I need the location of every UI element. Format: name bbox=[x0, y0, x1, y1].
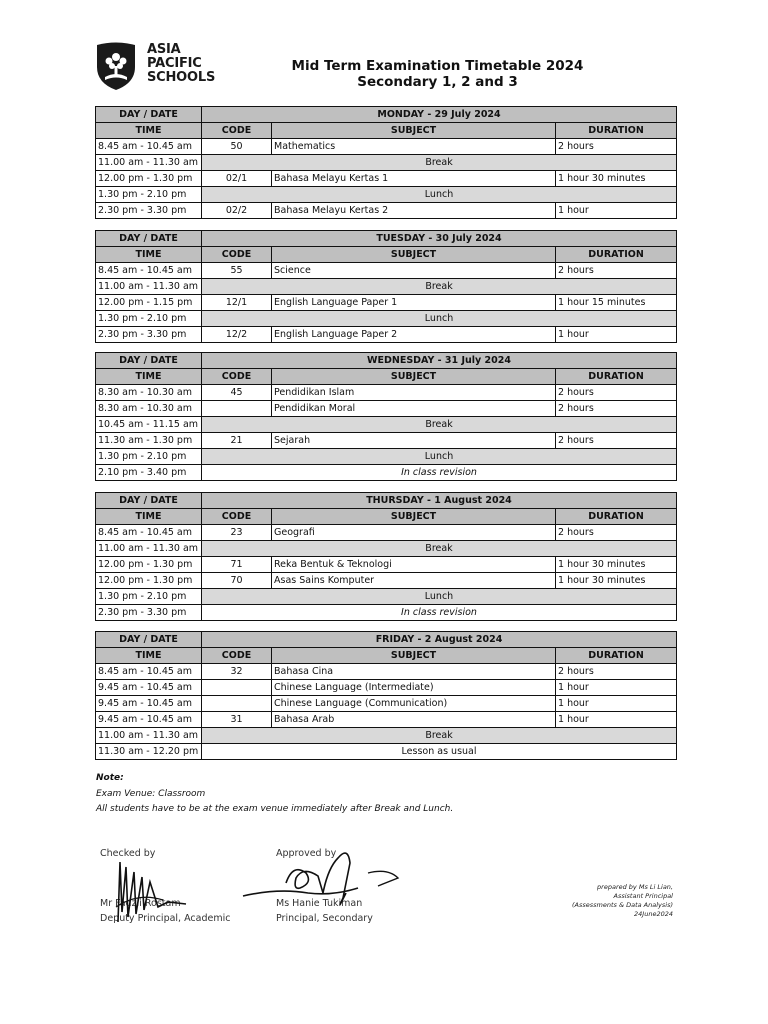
duration-cell: 1 hour bbox=[556, 203, 677, 219]
column-header-row bbox=[96, 369, 677, 385]
table-row bbox=[96, 327, 677, 343]
span-cell: Break bbox=[202, 417, 677, 433]
prepared-by-line: (Assessments & Data Analysis) bbox=[571, 901, 673, 909]
duration-cell: 2 hours bbox=[556, 525, 677, 541]
day-header-row bbox=[96, 231, 677, 247]
subject-cell: Geografi bbox=[272, 525, 556, 541]
time-cell: 11.30 am - 1.30 pm bbox=[96, 433, 202, 449]
span-cell: Break bbox=[202, 541, 677, 557]
day-table bbox=[95, 352, 677, 481]
code-header: CODE bbox=[202, 247, 272, 263]
column-header-row bbox=[96, 123, 677, 139]
day-header-row bbox=[96, 107, 677, 123]
table-row bbox=[96, 279, 677, 295]
table-row bbox=[96, 171, 677, 187]
code-cell: 70 bbox=[202, 573, 272, 589]
logo-line: PACIFIC bbox=[147, 56, 202, 71]
code-header: CODE bbox=[202, 123, 272, 139]
span-cell: In class revision bbox=[202, 605, 677, 621]
column-header-row bbox=[96, 509, 677, 525]
duration-cell: 2 hours bbox=[556, 139, 677, 155]
table-row bbox=[96, 541, 677, 557]
subject-cell: Chinese Language (Communication) bbox=[272, 696, 556, 712]
time-cell: 8.30 am - 10.30 am bbox=[96, 385, 202, 401]
duration-header: DURATION bbox=[556, 247, 677, 263]
notes-heading: Note: bbox=[96, 773, 124, 783]
code-cell bbox=[202, 680, 272, 696]
time-cell: 11.00 am - 11.30 am bbox=[96, 541, 202, 557]
column-header-row bbox=[96, 648, 677, 664]
time-cell: 2.30 pm - 3.30 pm bbox=[96, 327, 202, 343]
table-row bbox=[96, 311, 677, 327]
checked-by-role: Deputy Principal, Academic bbox=[100, 913, 231, 924]
span-cell: Lunch bbox=[202, 449, 677, 465]
table-row bbox=[96, 155, 677, 171]
duration-cell: 1 hour 15 minutes bbox=[556, 295, 677, 311]
time-cell: 8.45 am - 10.45 am bbox=[96, 525, 202, 541]
day-date: TUESDAY - 30 July 2024 bbox=[202, 231, 677, 247]
subject-header: SUBJECT bbox=[272, 123, 556, 139]
day-date: THURSDAY - 1 August 2024 bbox=[202, 493, 677, 509]
table-row bbox=[96, 385, 677, 401]
day-table bbox=[95, 492, 677, 621]
table-row bbox=[96, 712, 677, 728]
duration-cell: 2 hours bbox=[556, 385, 677, 401]
table-row bbox=[96, 449, 677, 465]
day-header-row bbox=[96, 632, 677, 648]
span-cell: Lunch bbox=[202, 311, 677, 327]
time-cell: 10.45 am - 11.15 am bbox=[96, 417, 202, 433]
code-header: CODE bbox=[202, 648, 272, 664]
time-cell: 1.30 pm - 2.10 pm bbox=[96, 187, 202, 203]
table-row bbox=[96, 465, 677, 481]
code-cell: 32 bbox=[202, 664, 272, 680]
document-title bbox=[260, 58, 615, 90]
school-logo bbox=[95, 41, 220, 91]
time-cell: 1.30 pm - 2.10 pm bbox=[96, 449, 202, 465]
span-cell: Lunch bbox=[202, 589, 677, 605]
code-cell: 55 bbox=[202, 263, 272, 279]
subject-cell: Pendidikan Islam bbox=[272, 385, 556, 401]
subject-cell: Bahasa Arab bbox=[272, 712, 556, 728]
duration-header: DURATION bbox=[556, 648, 677, 664]
day-date-header: DAY / DATE bbox=[96, 632, 202, 648]
code-header: CODE bbox=[202, 369, 272, 385]
table-row bbox=[96, 744, 677, 760]
time-cell: 2.30 pm - 3.30 pm bbox=[96, 203, 202, 219]
duration-cell: 1 hour 30 minutes bbox=[556, 171, 677, 187]
table-row bbox=[96, 263, 677, 279]
table-row bbox=[96, 664, 677, 680]
span-cell: Lunch bbox=[202, 187, 677, 203]
time-cell: 2.30 pm - 3.30 pm bbox=[96, 605, 202, 621]
time-cell: 8.45 am - 10.45 am bbox=[96, 664, 202, 680]
subject-header: SUBJECT bbox=[272, 648, 556, 664]
span-cell: Break bbox=[202, 728, 677, 744]
subject-header: SUBJECT bbox=[272, 509, 556, 525]
subject-cell: English Language Paper 1 bbox=[272, 295, 556, 311]
title-line-2: Secondary 1, 2 and 3 bbox=[357, 74, 518, 90]
subject-cell: Chinese Language (Intermediate) bbox=[272, 680, 556, 696]
day-header-row bbox=[96, 493, 677, 509]
day-date-header: DAY / DATE bbox=[96, 493, 202, 509]
table-row bbox=[96, 605, 677, 621]
duration-header: DURATION bbox=[556, 369, 677, 385]
day-date-header: DAY / DATE bbox=[96, 231, 202, 247]
subject-cell: Mathematics bbox=[272, 139, 556, 155]
duration-cell: 1 hour bbox=[556, 327, 677, 343]
approved-by-role: Principal, Secondary bbox=[276, 913, 373, 924]
duration-cell: 2 hours bbox=[556, 664, 677, 680]
code-cell: 71 bbox=[202, 557, 272, 573]
duration-cell: 1 hour bbox=[556, 680, 677, 696]
table-row bbox=[96, 680, 677, 696]
day-header-row bbox=[96, 353, 677, 369]
approved-by-signature-icon bbox=[238, 838, 408, 918]
table-row bbox=[96, 401, 677, 417]
code-cell bbox=[202, 401, 272, 417]
subject-header: SUBJECT bbox=[272, 247, 556, 263]
duration-cell: 2 hours bbox=[556, 263, 677, 279]
time-cell: 8.45 am - 10.45 am bbox=[96, 263, 202, 279]
day-date: FRIDAY - 2 August 2024 bbox=[202, 632, 677, 648]
checked-by-name: Mr Fadzli Rostam bbox=[100, 898, 181, 909]
time-cell: 1.30 pm - 2.10 pm bbox=[96, 311, 202, 327]
notes-section bbox=[96, 771, 453, 818]
checked-by-label: Checked by bbox=[100, 848, 156, 859]
subject-cell: Bahasa Cina bbox=[272, 664, 556, 680]
exam-venue-note: Exam Venue: Classroom bbox=[96, 788, 206, 799]
table-row bbox=[96, 417, 677, 433]
subject-cell: Bahasa Melayu Kertas 2 bbox=[272, 203, 556, 219]
subject-cell: English Language Paper 2 bbox=[272, 327, 556, 343]
duration-cell: 1 hour bbox=[556, 696, 677, 712]
time-header: TIME bbox=[96, 648, 202, 664]
span-cell: Lesson as usual bbox=[202, 744, 677, 760]
shield-logo-icon bbox=[95, 41, 137, 91]
table-row bbox=[96, 139, 677, 155]
duration-cell: 2 hours bbox=[556, 433, 677, 449]
table-row bbox=[96, 203, 677, 219]
subject-cell: Pendidikan Moral bbox=[272, 401, 556, 417]
subject-cell: Asas Sains Komputer bbox=[272, 573, 556, 589]
day-date-header: DAY / DATE bbox=[96, 107, 202, 123]
time-cell: 1.30 pm - 2.10 pm bbox=[96, 589, 202, 605]
code-cell: 02/1 bbox=[202, 171, 272, 187]
column-header-row bbox=[96, 247, 677, 263]
code-cell: 31 bbox=[202, 712, 272, 728]
subject-header: SUBJECT bbox=[272, 369, 556, 385]
approved-by-name: Ms Hanie Tukiman bbox=[276, 898, 363, 909]
span-cell: In class revision bbox=[202, 465, 677, 481]
time-cell: 2.10 pm - 3.40 pm bbox=[96, 465, 202, 481]
code-cell: 21 bbox=[202, 433, 272, 449]
time-header: TIME bbox=[96, 247, 202, 263]
code-cell bbox=[202, 696, 272, 712]
subject-cell: Science bbox=[272, 263, 556, 279]
time-cell: 12.00 pm - 1.30 pm bbox=[96, 171, 202, 187]
table-row bbox=[96, 728, 677, 744]
time-cell: 11.00 am - 11.30 am bbox=[96, 279, 202, 295]
day-table bbox=[95, 106, 677, 219]
time-cell: 12.00 pm - 1.30 pm bbox=[96, 557, 202, 573]
day-date: MONDAY - 29 July 2024 bbox=[202, 107, 677, 123]
time-cell: 8.45 am - 10.45 am bbox=[96, 139, 202, 155]
time-cell: 11.30 am - 12.20 pm bbox=[96, 744, 202, 760]
code-cell: 45 bbox=[202, 385, 272, 401]
prepared-by-line: prepared by Ms Li Lian, bbox=[597, 883, 673, 891]
time-cell: 8.30 am - 10.30 am bbox=[96, 401, 202, 417]
span-cell: Break bbox=[202, 279, 677, 295]
logo-line: ASIA bbox=[147, 42, 181, 57]
subject-cell: Bahasa Melayu Kertas 1 bbox=[272, 171, 556, 187]
table-row bbox=[96, 187, 677, 203]
time-header: TIME bbox=[96, 123, 202, 139]
day-date: WEDNESDAY - 31 July 2024 bbox=[202, 353, 677, 369]
time-cell: 9.45 am - 10.45 am bbox=[96, 696, 202, 712]
time-cell: 12.00 pm - 1.15 pm bbox=[96, 295, 202, 311]
time-cell: 9.45 am - 10.45 am bbox=[96, 712, 202, 728]
code-header: CODE bbox=[202, 509, 272, 525]
prepared-by-line: 24June2024 bbox=[634, 910, 673, 918]
duration-cell: 1 hour bbox=[556, 712, 677, 728]
time-cell: 11.00 am - 11.30 am bbox=[96, 155, 202, 171]
title-line-1: Mid Term Examination Timetable 2024 bbox=[291, 58, 584, 74]
day-date-header: DAY / DATE bbox=[96, 353, 202, 369]
code-cell: 12/2 bbox=[202, 327, 272, 343]
approved-by-label: Approved by bbox=[276, 848, 337, 859]
table-row bbox=[96, 295, 677, 311]
day-table bbox=[95, 631, 677, 760]
duration-header: DURATION bbox=[556, 123, 677, 139]
time-cell: 12.00 pm - 1.30 pm bbox=[96, 573, 202, 589]
time-cell: 9.45 am - 10.45 am bbox=[96, 680, 202, 696]
table-row bbox=[96, 525, 677, 541]
code-cell: 50 bbox=[202, 139, 272, 155]
span-cell: Break bbox=[202, 155, 677, 171]
table-row bbox=[96, 433, 677, 449]
time-header: TIME bbox=[96, 369, 202, 385]
time-cell: 11.00 am - 11.30 am bbox=[96, 728, 202, 744]
day-table bbox=[95, 230, 677, 343]
code-cell: 02/2 bbox=[202, 203, 272, 219]
time-header: TIME bbox=[96, 509, 202, 525]
subject-cell: Reka Bentuk & Teknologi bbox=[272, 557, 556, 573]
logo-wordmark bbox=[147, 43, 215, 85]
table-row bbox=[96, 573, 677, 589]
duration-cell: 1 hour 30 minutes bbox=[556, 573, 677, 589]
duration-cell: 1 hour 30 minutes bbox=[556, 557, 677, 573]
logo-line: SCHOOLS bbox=[147, 70, 216, 85]
instruction-note: All students have to be at the exam venue immediately after Break and Lunch. bbox=[96, 804, 454, 814]
code-cell: 23 bbox=[202, 525, 272, 541]
prepared-by-line: Assistant Principal bbox=[613, 892, 673, 900]
duration-header: DURATION bbox=[556, 509, 677, 525]
duration-cell: 2 hours bbox=[556, 401, 677, 417]
table-row bbox=[96, 589, 677, 605]
code-cell: 12/1 bbox=[202, 295, 272, 311]
table-row bbox=[96, 696, 677, 712]
prepared-by-note bbox=[572, 883, 673, 919]
checked-by-signature-icon bbox=[108, 852, 198, 932]
table-row bbox=[96, 557, 677, 573]
subject-cell: Sejarah bbox=[272, 433, 556, 449]
